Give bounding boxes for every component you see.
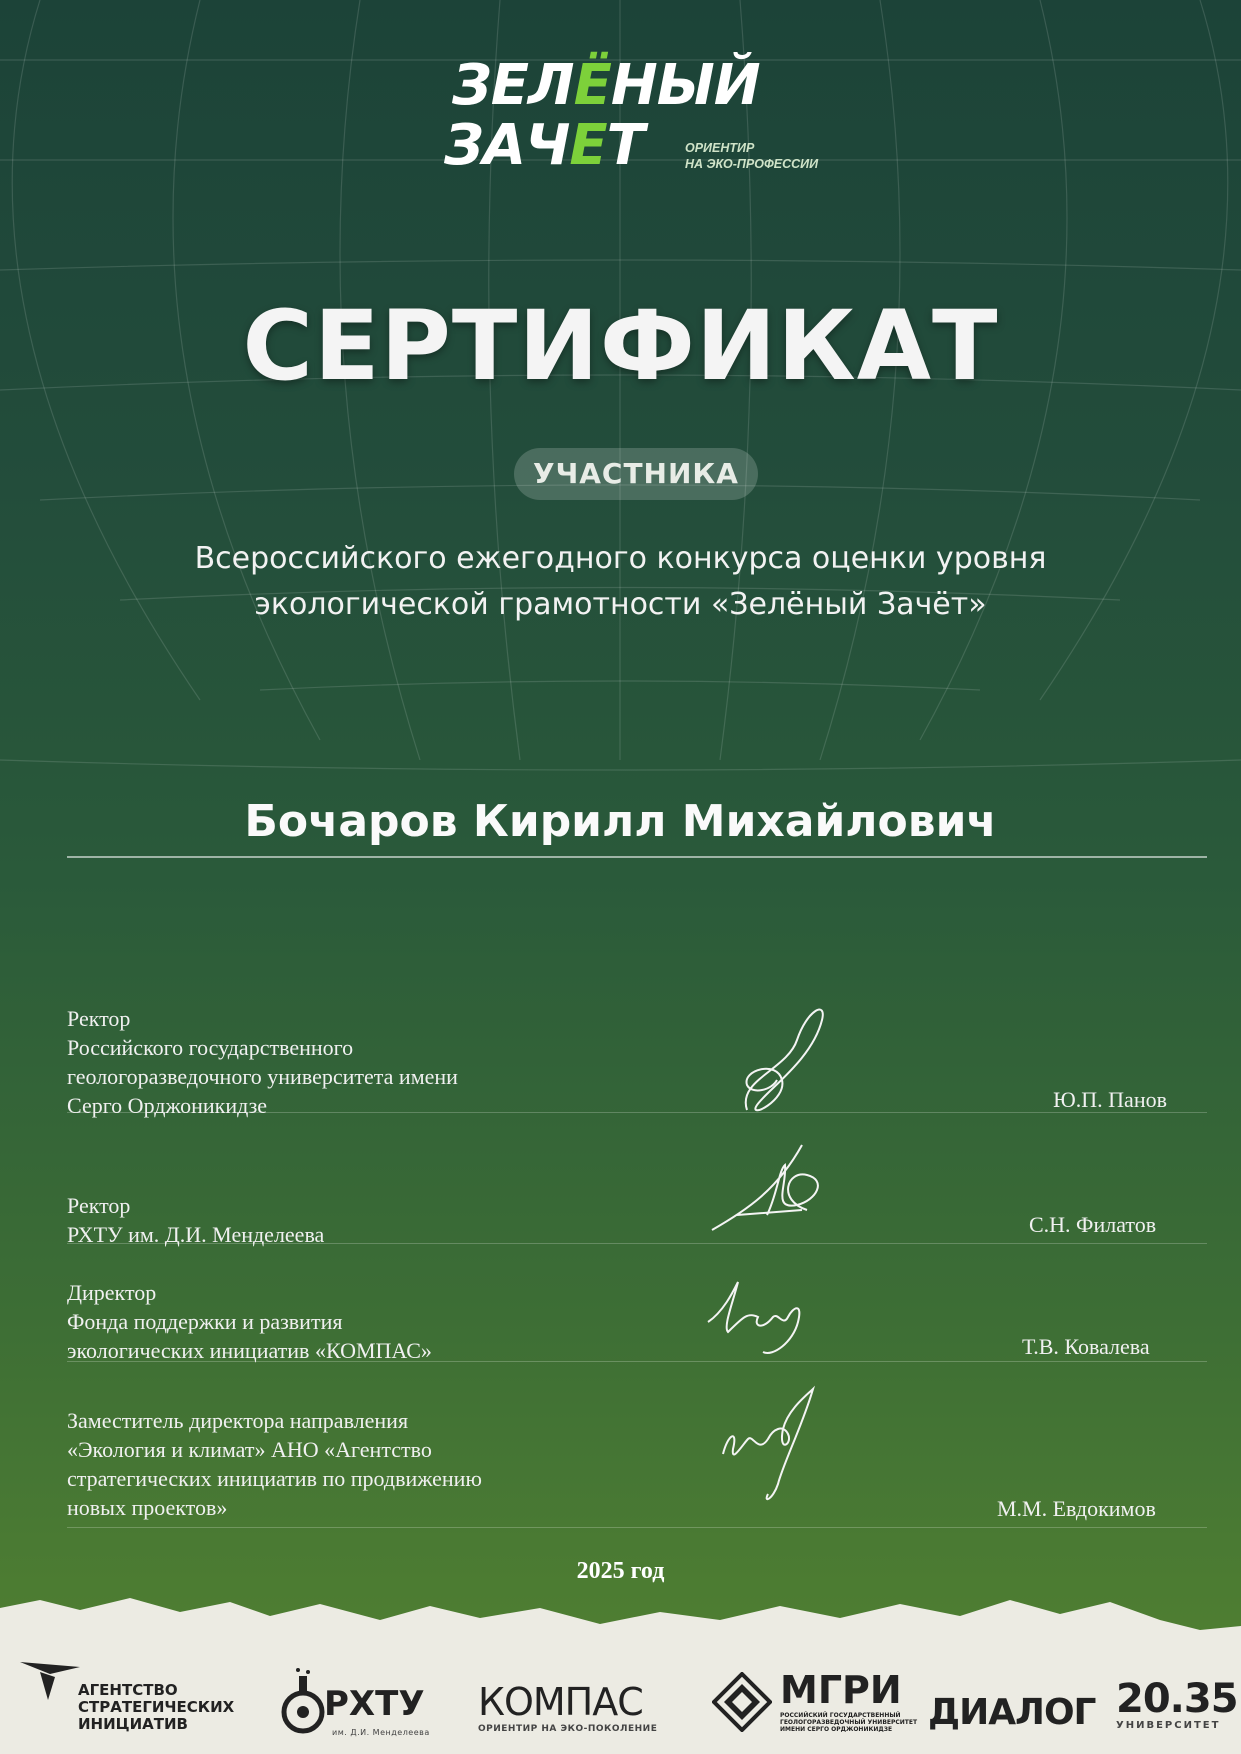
partners-footer <box>0 1590 1241 1754</box>
logo-tagline: ОРИЕНТИР НА ЭКО-ПРОФЕССИИ <box>685 141 819 171</box>
logo-line-1: ЗЕЛЁНЫЙ <box>452 53 760 118</box>
signatory-position: Ректор РХТУ им. Д.И. Менделеева <box>67 1193 325 1247</box>
signatory-row-4 <box>67 1384 1207 1530</box>
participant-badge: УЧАСТНИКА <box>514 448 758 500</box>
signatory-position: Ректор Российского государственного геологоразведочного университета имени Серго Орджоникидзе <box>67 1006 458 1118</box>
signatory-position: Директор Фонда поддержки и развития экологических инициатив «КОМПАС» <box>67 1280 432 1363</box>
signature-image <box>707 1140 847 1236</box>
signatory-row-3 <box>67 1272 1207 1364</box>
mgri-emblem-icon <box>712 1672 772 1732</box>
zeleny-zachet-logo <box>440 50 840 190</box>
signature-image <box>727 1000 837 1120</box>
recipient-name: Бочаров Кирилл Михайлович <box>244 796 997 847</box>
signature-line <box>67 1527 1207 1528</box>
signatory-name: Т.В. Ковалева <box>1022 1334 1150 1359</box>
signatory-position: Заместитель директора направления «Экология и климат» АНО «Агентство стратегических инициатив по продвижению новых проектов» <box>67 1408 482 1520</box>
signatory-name: Ю.П. Панов <box>1053 1087 1167 1112</box>
rhtu-flask-icon <box>280 1668 326 1738</box>
signature-image <box>703 1272 823 1362</box>
partner-logos: АГЕНТСТВО СТРАТЕГИЧЕСКИХ ИНИЦИАТИВ РХТУ им. Д.И. Менделеева КОМПАС ОРИЕНТИР НА ЭКО-ПОКОЛЕНИЕ МГРИ РОССИЙСКИЙ ГОСУДАРСТВЕННЫЙ ГЕОЛОГОРАЗВЕДОЧНЫЙ УНИВЕРСИТЕТ ИМЕНИ СЕРГО ОРДЖОНИКИДЗЕ ДИАЛОГ 20.35 УНИВЕРСИТЕТ <box>0 1670 1241 1754</box>
signatory-name: С.Н. Филатов <box>1029 1212 1157 1237</box>
asi-icon <box>20 1662 80 1702</box>
dialog-logo: ДИАЛОГ <box>928 1692 1096 1733</box>
signature-image <box>713 1384 833 1508</box>
university-2035-logo: 20.35 УНИВЕРСИТЕТ <box>1116 1676 1238 1731</box>
signatory-row-2 <box>67 1140 1207 1246</box>
logo-line-2: ЗАЧЕТ <box>444 113 644 178</box>
certificate-year: 2025 год <box>576 1558 665 1584</box>
certificate-title: СЕРТИФИКАТ <box>242 290 999 402</box>
signature-line <box>67 1112 1207 1113</box>
signature-line <box>67 1243 1207 1244</box>
signatory-row-1 <box>67 1000 1207 1118</box>
recipient-underline <box>67 856 1207 858</box>
contest-description: Всероссийского ежегодного конкурса оценки уровня экологической грамотности «Зелёный Зачёт» <box>194 541 1047 622</box>
signatory-name: М.М. Евдокимов <box>997 1496 1156 1521</box>
signature-line <box>67 1361 1207 1362</box>
kompas-logo: КОМПАС ОРИЕНТИР НА ЭКО-ПОКОЛЕНИЕ <box>478 1680 658 1734</box>
